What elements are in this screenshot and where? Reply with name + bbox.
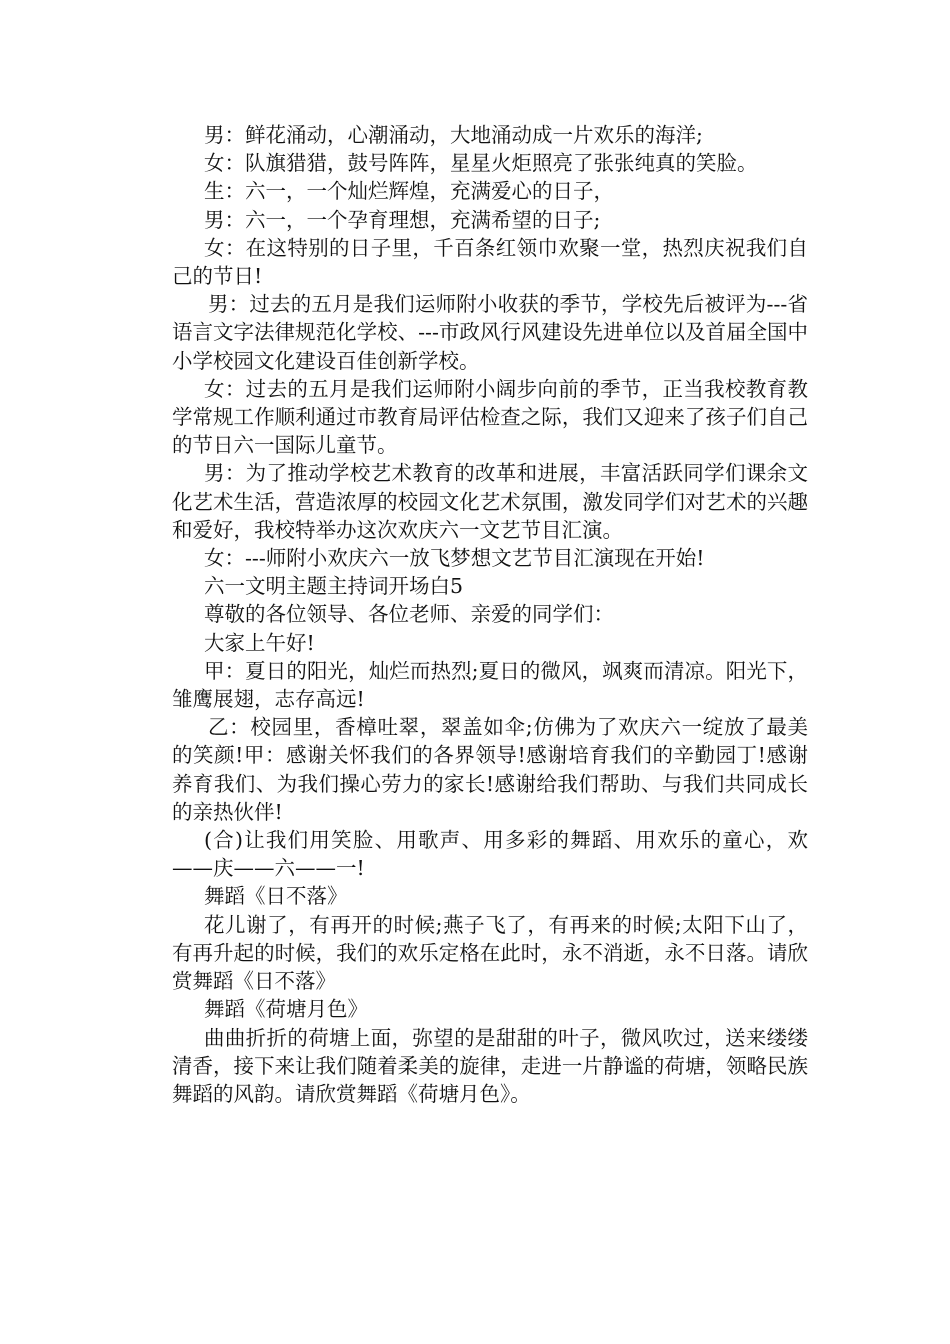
document-body [172,121,808,1108]
paragraph-15: (合)让我们用笑脸、用歌声、用多彩的舞蹈、用欢乐的童心，欢——庆——六——一! [172,828,808,881]
paragraph-1: 男：鲜花涌动，心潮涌动，大地涌动成一片欢乐的海洋; [204,123,703,147]
program-title-1: 舞蹈《日不落》 [204,884,348,909]
section-heading: 六一文明主题主持词开场白5 [204,574,464,599]
paragraph-7: 女：过去的五月是我们运师附小阔步向前的季节，正当我校教育教学常规工作顺利通过市教育局评估检查之际，我们又迎来了孩子们自己的节日六一国际儿童节。 [172,376,808,458]
program-title-2: 舞蹈《荷塘月色》 [204,997,368,1022]
paragraph-11: 尊敬的各位领导、各位老师、亲爱的同学们： [204,602,614,627]
paragraph-13: 甲：夏日的阳光，灿烂而热烈;夏日的微风，飒爽而清凉。阳光下，雏鹰展翅，志存高远! [172,658,808,712]
paragraph-3: 生：六一，一个灿烂辉煌，充满爱心的日子， [204,179,614,204]
paragraph-9: 女：---师附小欢庆六一放飞梦想文艺节目汇演现在开始! [204,546,705,571]
paragraph-8: 男：为了推动学校艺术教育的改革和进展，丰富活跃同学们课余文化艺术生活，营造浓厚的校园文化艺术氛围，激发同学们对艺术的兴趣和爱好，我校特举办这次欢庆六一文艺节目汇演。 [172,461,808,542]
paragraph-19: 曲曲折折的荷塘上面，弥望的是甜甜的叶子，微风吹过，送来缕缕清香，接下来让我们随着柔美的旋律，走进一片静谧的荷塘，领略民族舞蹈的风韵。请欣赏舞蹈《荷塘月色》。 [172,1025,808,1106]
paragraph-2: 女：队旗猎猎，鼓号阵阵，星星火炬照亮了张张纯真的笑脸。 [204,151,758,176]
paragraph-17: 花儿谢了，有再开的时候;燕子飞了，有再来的时候;太阳下山了，有再升起的时候，我们的欢乐定格在此时，永不消逝，永不日落。请欣赏舞蹈《日不落》 [172,912,808,994]
paragraph-6: 男：过去的五月是我们运师附小收获的季节，学校先后被评为---省语言文字法律规范化学校、---市政风行风建设先进单位以及首届全国中小学校园文化建设百佳创新学校。 [172,292,808,373]
paragraph-12: 大家上午好! [204,630,315,655]
paragraph-14: 乙：校园里，香樟吐翠，翠盖如伞;仿佛为了欢庆六一绽放了最美的笑颜!甲：感谢关怀我们的各界领导!感谢培育我们的辛勤园丁!感谢养育我们、为我们操心劳力的家长!感谢给我们帮助、与我们共同成长的亲热伙伴! [172,715,808,824]
paragraph-5: 女：在这特别的日子里，千百条红领巾欢聚一堂，热烈庆祝我们自己的节日! [172,235,808,289]
paragraph-4: 男：六一，一个孕育理想，充满希望的日子; [204,207,601,232]
